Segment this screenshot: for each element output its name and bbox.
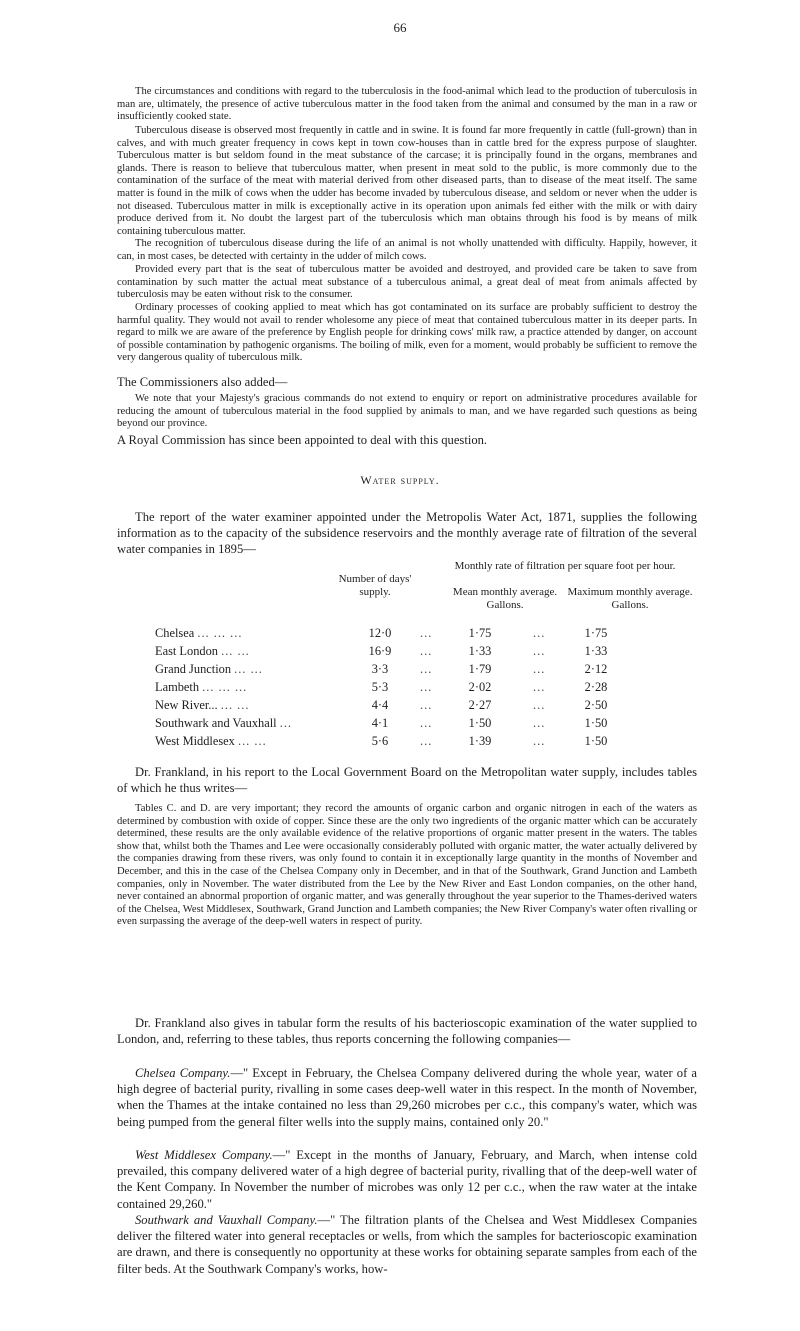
commissioners-added: The Commissioners also added— bbox=[117, 375, 288, 389]
row-days: 3·3 bbox=[371, 662, 389, 676]
row-days: 4·1 bbox=[371, 716, 389, 730]
table-header-group: Monthly rate of filtration per square foot per hour. bbox=[454, 560, 676, 572]
row-company: West Middlesex ... ... bbox=[155, 734, 267, 748]
west-middlesex-text: —" Except in the months of January, February, and March, when intense cold prevailed, this company delivered water of a high degree of bacterial purity, rivalling that of the deep-well water of the Kent Company. In November the number of microbes was only 12 per c.c., when the raw water at the intake contained 29,260." bbox=[117, 1148, 697, 1211]
commissioners-quote: We note that your Majesty's gracious commands do not extend to enquiry or report on administrative procedures available for reducing the amount of tuberculous material in the food supplied by animals to man, and we have regarded such questions as being beyond our province. bbox=[117, 393, 697, 430]
row-days: 12·0 bbox=[368, 626, 392, 640]
row-max: 2·28 bbox=[584, 680, 608, 694]
table-row: East London ... ... 16·9 ... 1·33 ... 1·33 bbox=[155, 644, 715, 660]
water-supply-heading: Water supply. bbox=[360, 473, 440, 487]
row-days: 16·9 bbox=[368, 644, 392, 658]
row-max: 1·33 bbox=[584, 644, 608, 658]
table-row: Southwark and Vauxhall ... 4·1 ... 1·50 ... 1·50 bbox=[155, 716, 715, 732]
row-mean: 1·39 bbox=[468, 734, 492, 748]
row-max: 2·50 bbox=[584, 698, 608, 712]
row-max: 1·50 bbox=[584, 734, 608, 748]
table-row: Grand Junction ... ... 3·3 ... 1·79 ... 2·12 bbox=[155, 662, 715, 678]
table-row: West Middlesex ... ... 5·6 ... 1·39 ... 1·50 bbox=[155, 734, 715, 750]
chelsea-paragraph bbox=[117, 1065, 697, 1130]
intro-paragraph-4: Provided every part that is the seat of tuberculous matter be avoided and destroyed, and provided care be taken to save from contamination by such matter the actual meat substance of a tuberculous animal, a great deal of meat from animals affected by tuberculosis may be eaten without risk to the consumer. bbox=[117, 264, 697, 301]
bacterio-intro: Dr. Frankland also gives in tabular form the results of his bacterioscopic examination of the water supplied to London, and, referring to these tables, thus reports concerning the following companies— bbox=[117, 1016, 697, 1047]
chelsea-text: —" Except in February, the Chelsea Company delivered during the whole year, water of a high degree of bacterial purity, rivalling in some cases deep-well water in this respect. In the month of November, when the Thames at the intake contained no less than 29,260 microbes per c.c., this company's water, which was being pumped from the general filter wells into the supply mains, contained only 20." bbox=[117, 1066, 697, 1129]
row-days: 4·4 bbox=[371, 698, 389, 712]
frankland-quote: Tables C. and D. are very important; they record the amounts of organic carbon and organic nitrogen in each of the waters as determined by combustion with oxide of copper. Since these are the only two ingredients of the organic matter which can be accurately determined, these results are the only available evidence of the relative proportions of organic matter present in the waters. The tables show that, whilst both the Thames and Lee were occasionally considerably polluted with organic matter, the water actually delivered by the companies drawing from these rivers, was only found to contain it in exceptionally large quantity in the months of November and December, and this in the case of the Chelsea Company only in December, and in that of the Southwark, Grand Junction and Lambeth companies, only in November. The water distributed from the Lee by the New River and East London companies, on the other hand, never contained an abnormal proportion of organic matter, and was generally throughout the year superior to the Thames-derived waters of the Chelsea, West Middlesex, Southwark, Grand Junction and Lambeth companies; the New River Company's water often rivalling or even surpassing the average of the deep-well waters in respect of purity. bbox=[117, 803, 697, 928]
chelsea-label: Chelsea Company. bbox=[135, 1066, 231, 1080]
row-company: Grand Junction ... ... bbox=[155, 662, 263, 676]
intro-paragraph-5: Ordinary processes of cooking applied to meat which has got contaminated on its surface are probably sufficient to destroy the harmful quality. They would not avail to render wholesome any piece of meat that contained tuberculous matter in its deeper parts. In regard to milk we are aware of the preference by English people for drinking cows' milk raw, a practice attended by danger, on account of possible contamination by pathogenic organisms. The boiling of milk, even for a moment, would probably be sufficient to remove the very dangerous quality of tuberculous milk. bbox=[117, 302, 697, 364]
row-mean: 1·75 bbox=[468, 626, 492, 640]
table-row: Chelsea ... ... ... 12·0 ... 1·75 ... 1·75 bbox=[155, 626, 715, 642]
southwark-text: —" The filtration plants of the Chelsea and West Middlesex Companies deliver the filtered water into general receptacles or wells, from which the samples for bacterioscopic examination are drawn, and there is consequently no opportunity at these works for obtaining separate samples from each of the filter beds. At the Southwark Company's works, how- bbox=[117, 1213, 697, 1276]
row-company: East London ... ... bbox=[155, 644, 250, 658]
west-middlesex-paragraph bbox=[117, 1147, 697, 1212]
water-intro: The report of the water examiner appointed under the Metropolis Water Act, 1871, supplies the following information as to the capacity of the subsidence reservoirs and the monthly average rate of filtration of the several water companies in 1895— bbox=[117, 510, 697, 557]
table-row: Lambeth ... ... ... 5·3 ... 2·02 ... 2·28 bbox=[155, 680, 715, 696]
row-max: 2·12 bbox=[584, 662, 608, 676]
row-company: Lambeth ... ... ... bbox=[155, 680, 248, 694]
row-mean: 1·33 bbox=[468, 644, 492, 658]
row-company: Southwark and Vauxhall ... bbox=[155, 716, 293, 730]
row-days: 5·3 bbox=[371, 680, 389, 694]
row-mean: 2·02 bbox=[468, 680, 492, 694]
intro-paragraph-3: The recognition of tuberculous disease during the life of an animal is not wholly unattended with difficulty. Happily, however, it can, in most cases, be detected with certainty in the udder of milch cows. bbox=[117, 238, 697, 262]
row-mean: 2·27 bbox=[468, 698, 492, 712]
row-company: New River... ... ... bbox=[155, 698, 250, 712]
row-mean: 1·50 bbox=[468, 716, 492, 730]
intro-paragraph-2: Tuberculous disease is observed most frequently in cattle and in swine. It is found far more frequently in cattle (full-grown) than in calves, and with much greater frequency in cows kept in town cow-houses than in cattle bred for the express purpose of slaughter. Tuberculous matter is but seldom found in the meat substance of the carcase; it is principally found in the organs, membranes and glands. There is reason to believe that tuberculous matter, when present in meat sold to the public, is more commonly due to the contamination of the surface of the meat with material derived from other diseased parts, than to disease of the meat itself. The same matter is found in the milk of cows when the udder has become invaded by tuberculous disease, and seldom or never when the udder is not diseased. Tuberculous matter in milk is exceptionally active in its operation upon animals fed either with the milk or with dairy produce derived from it. No doubt the largest part of the tuberculosis which man obtains through his food is by means of milk containing tuberculous matter. bbox=[117, 125, 697, 237]
southwark-paragraph bbox=[117, 1212, 697, 1277]
page-number: 66 bbox=[393, 20, 407, 35]
royal-commission-note: A Royal Commission has since been appointed to deal with this question. bbox=[117, 433, 488, 447]
table-row: New River... ... ... 4·4 ... 2·27 ... 2·50 bbox=[155, 698, 715, 714]
row-days: 5·6 bbox=[371, 734, 389, 748]
frankland-intro: Dr. Frankland, in his report to the Local Government Board on the Metropolitan water supply, includes tables of which he thus writes— bbox=[117, 765, 697, 796]
row-max: 1·75 bbox=[584, 626, 608, 640]
intro-paragraph-1: The circumstances and conditions with regard to the tuberculosis in the food-animal which lead to the production of tuberculosis in man are, ultimately, the presence of active tuberculous matter in the food taken from the animal and consumed by the man in a raw or insufficiently cooked state. bbox=[117, 86, 697, 123]
table-header-days: Number of days' supply. bbox=[338, 573, 412, 598]
table-header-mean: Mean monthly average. Gallons. bbox=[452, 586, 558, 611]
row-company: Chelsea ... ... ... bbox=[155, 626, 243, 640]
west-middlesex-label: West Middlesex Company. bbox=[135, 1148, 273, 1162]
row-max: 1·50 bbox=[584, 716, 608, 730]
row-mean: 1·79 bbox=[468, 662, 492, 676]
southwark-label: Southwark and Vauxhall Company. bbox=[135, 1213, 318, 1227]
table-header-max: Maximum monthly average. Gallons. bbox=[567, 586, 693, 611]
